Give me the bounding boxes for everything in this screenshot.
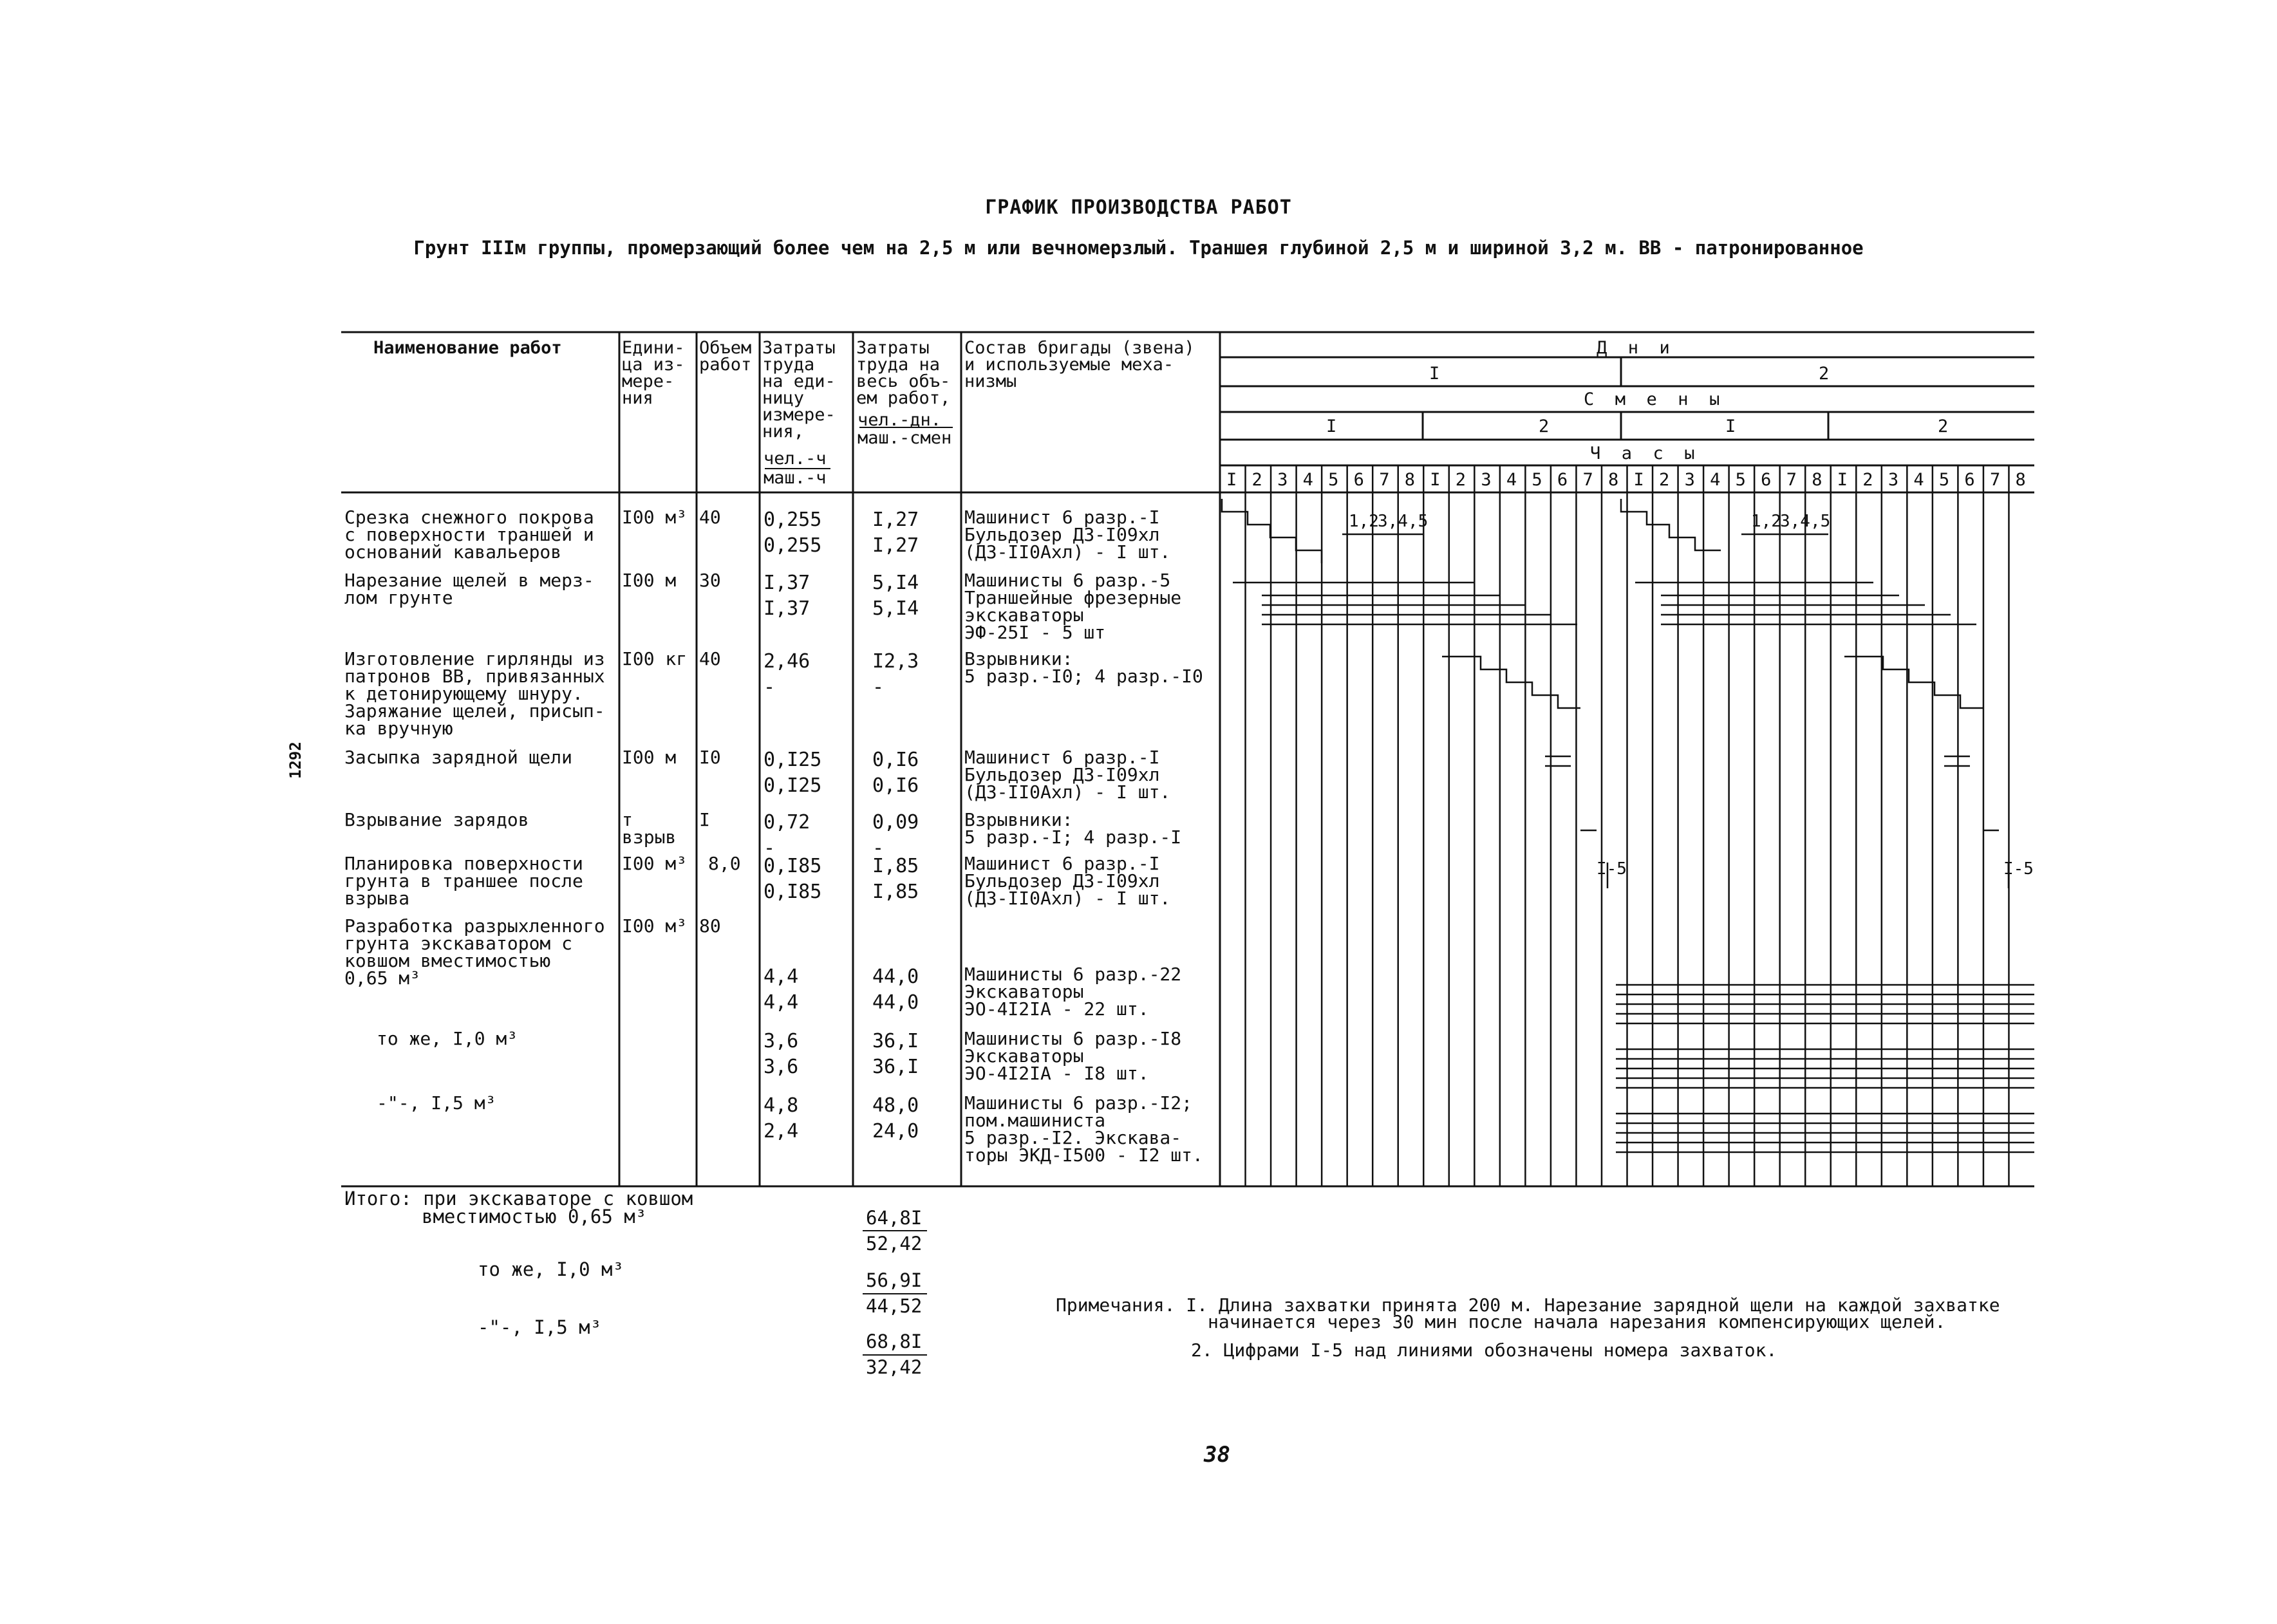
row-labor-total: 44,0 — [872, 966, 919, 988]
row-labor-unit: 4,4 — [764, 991, 799, 1014]
bar-label: 3,4,5 — [1378, 512, 1429, 531]
row-name: Планировка поверхности грунта в траншее после взрыва — [344, 853, 583, 909]
header-shift: 2 — [1938, 416, 1949, 436]
row-labor-unit: - — [764, 837, 776, 859]
row-name: то же, I,0 м³ — [377, 1028, 518, 1049]
row-name: Изготовление гирлянды из патронов ВВ, привязанных к детонирующему шнуру. Заряжание щелей, присып- ка вручную — [344, 648, 605, 739]
hour-label: 8 — [1812, 470, 1823, 490]
row-unit: I00 м — [622, 747, 677, 768]
bar-label: 3,4,5 — [1780, 512, 1831, 531]
hour-label: 7 — [1989, 470, 2001, 490]
hour-label: I — [1837, 470, 1848, 490]
row-labor-unit: 0,255 — [764, 534, 822, 557]
row-labor-total: 48,0 — [872, 1094, 919, 1117]
row-volume: 40 — [699, 648, 721, 669]
header-labor-total-u1: чел.-дн. — [857, 410, 942, 430]
row-labor-unit: 0,I85 — [764, 881, 822, 903]
header-labor-total: Затраты труда на весь объ- ем работ, — [856, 338, 951, 408]
totals-label-2: то же, I,0 м³ — [478, 1258, 624, 1280]
row-labor-unit: I,37 — [764, 597, 811, 620]
hour-label: 3 — [1684, 470, 1695, 490]
totals-value: 68,8I — [866, 1330, 923, 1352]
row-labor-total: 0,I6 — [872, 749, 919, 771]
row-labor-unit: 4,4 — [764, 966, 799, 988]
row-name: Нарезание щелей в мерз- лом грунте — [344, 570, 594, 608]
row-name: Срезка снежного покрова с поверхности траншей и оснований кавальеров — [344, 507, 594, 563]
row-crew: Машинист 6 разр.-I Бульдозер ДЗ-I09хл (ДЗ-II0Aхл) - I шт. — [964, 853, 1171, 909]
row-labor-total: I,27 — [872, 534, 919, 557]
row-volume: 80 — [699, 915, 721, 937]
bar-label: 1,2 — [1751, 512, 1781, 531]
totals-label-1b: вместимостью 0,65 м³ — [422, 1206, 647, 1227]
hour-label: 5 — [1735, 470, 1746, 490]
row-volume: 8,0 — [708, 853, 741, 874]
row-crew: Взрывники: 5 разр.-I0; 4 разр.-I0 — [964, 648, 1203, 687]
header-days: Д н и — [1597, 338, 1670, 358]
row-crew: Машинисты 6 разр.-5 Траншейные фрезерные экскаваторы ЭФ-25I - 5 шт — [964, 570, 1182, 643]
header-day-2: 2 — [1819, 364, 1830, 384]
hour-label: 2 — [1862, 470, 1873, 490]
row-crew: Машинисты 6 разр.-I8 Экскаваторы ЭО-4I2IA - I8 шт. — [964, 1028, 1182, 1084]
bar-label: 1,2 — [1349, 512, 1379, 531]
hour-label: 3 — [1888, 470, 1899, 490]
row-name: Засыпка зарядной щели — [344, 747, 573, 768]
row-unit: I00 м³ — [622, 853, 688, 874]
row-labor-total: 5,I4 — [872, 572, 919, 594]
header-labor-unit-u2: маш.-ч — [764, 468, 827, 488]
hour-label: 6 — [1761, 470, 1772, 490]
header-shifts: С м е н ы — [1584, 389, 1720, 409]
row-labor-unit: 3,6 — [764, 1030, 799, 1052]
hour-label: 7 — [1379, 470, 1390, 490]
hour-label: 5 — [1532, 470, 1542, 490]
row-crew: Машинист 6 разр.-I Бульдозер ДЗ-I09хл (ДЗ-II0Aхл) - I шт. — [964, 507, 1171, 563]
row-labor-unit: 0,I85 — [764, 855, 822, 877]
row-labor-unit: 3,6 — [764, 1056, 799, 1078]
row-labor-total: 0,09 — [872, 811, 919, 834]
row-labor-unit: 2,46 — [764, 650, 811, 673]
hour-label: I — [1430, 470, 1441, 490]
row-labor-total: 5,I4 — [872, 597, 919, 620]
row-labor-unit: - — [764, 676, 776, 698]
note-2: 2. Цифрами I-5 над линиями обозначены номера захваток. — [1191, 1339, 1777, 1361]
hour-label: 6 — [1557, 470, 1568, 490]
side-number: 1292 — [286, 742, 305, 779]
row-volume: 40 — [699, 507, 721, 528]
row-crew: Взрывники: 5 разр.-I; 4 разр.-I — [964, 809, 1182, 848]
hour-label: 2 — [1659, 470, 1670, 490]
header-hours: Ч а с ы — [1590, 443, 1695, 463]
hour-label: 2 — [1251, 470, 1262, 490]
hour-label: 8 — [1404, 470, 1415, 490]
row-unit: I00 кг — [622, 648, 688, 669]
row-labor-unit: 0,72 — [764, 811, 811, 834]
row-labor-total: 36,I — [872, 1056, 919, 1078]
hour-label: I — [1226, 470, 1237, 490]
row-labor-unit: I,37 — [764, 572, 811, 594]
totals-value: 32,42 — [866, 1356, 923, 1378]
row-unit: т взрыв — [622, 809, 677, 848]
hour-label: 7 — [1582, 470, 1593, 490]
row-labor-total: I,85 — [872, 881, 919, 903]
row-unit: I00 м³ — [622, 507, 688, 528]
row-labor-unit: 0,255 — [764, 509, 822, 531]
hour-label: 4 — [1302, 470, 1313, 490]
header-labor-total-u2: маш.-смен — [857, 428, 952, 448]
page-subtitle: Грунт IIIм группы, промерзающий более чем на 2,5 м или вечномерзлый. Траншея глубиной 2,5 м и шириной 3,2 м. ВВ - патронированное — [413, 237, 1864, 259]
header-unit: Едини- ца из- мере- ния — [622, 338, 685, 408]
row-labor-unit: 0,I25 — [764, 749, 822, 771]
page-number: 38 — [1204, 1442, 1230, 1468]
hour-label: 3 — [1481, 470, 1492, 490]
hour-label: 6 — [1353, 470, 1364, 490]
hour-label: I — [1633, 470, 1644, 490]
row-crew: Машинист 6 разр.-I Бульдозер ДЗ-I09хл (ДЗ-II0Aхл) - I шт. — [964, 747, 1171, 803]
bar-label: I-5 — [2003, 859, 2034, 879]
row-labor-total: 0,I6 — [872, 774, 919, 797]
row-name: Взрывание зарядов — [344, 809, 529, 830]
totals-value: 52,42 — [866, 1233, 923, 1255]
row-labor-total: I2,3 — [872, 650, 919, 673]
hour-label: 8 — [2015, 470, 2026, 490]
row-name: -"-, I,5 м³ — [377, 1092, 496, 1114]
row-labor-total: - — [872, 676, 885, 698]
header-crew: Состав бригады (звена) и используемые меха- низмы — [964, 338, 1195, 391]
row-unit: I00 м — [622, 570, 677, 591]
page-title: ГРАФИК ПРОИЗВОДСТВА РАБОТ — [985, 196, 1292, 219]
hour-label: 7 — [1786, 470, 1797, 490]
header-day-1: I — [1429, 364, 1440, 384]
hour-label: 4 — [1710, 470, 1721, 490]
hour-label: 6 — [1964, 470, 1975, 490]
header-volume: Объем работ — [699, 338, 752, 375]
row-labor-total: 36,I — [872, 1030, 919, 1052]
hour-label: 5 — [1938, 470, 1950, 490]
totals-value: 56,9I — [866, 1269, 923, 1291]
header-shift: I — [1725, 416, 1736, 436]
row-volume: I0 — [699, 747, 721, 768]
note-1: Примечания. I. Длина захватки принята 200 м. Нарезание зарядной щели на каждой захватке начинается через 30 мин после начала нарезания компенсирующих щелей. — [1056, 1294, 2000, 1332]
hour-label: 3 — [1277, 470, 1288, 490]
row-labor-total: I,27 — [872, 509, 919, 531]
totals-value: 64,8I — [866, 1207, 923, 1229]
row-labor-unit: 2,4 — [764, 1120, 799, 1143]
header-shift: I — [1326, 416, 1337, 436]
row-crew: Машинисты 6 разр.-I2; пом.машиниста 5 разр.-I2. Экскава- торы ЭКД-I500 - I2 шт. — [964, 1092, 1203, 1166]
row-crew: Машинисты 6 разр.-22 Экскаваторы ЭО-4I2IA - 22 шт. — [964, 964, 1182, 1020]
row-labor-total: 44,0 — [872, 991, 919, 1014]
bar-label: I-5 — [1597, 859, 1627, 879]
hour-label: 4 — [1506, 470, 1517, 490]
row-labor-total: - — [872, 837, 885, 859]
totals-label-3: -"-, I,5 м³ — [478, 1316, 602, 1338]
totals-value: 44,52 — [866, 1295, 923, 1317]
header-labor-unit: Затраты труда на еди- ницу измере- ния, — [762, 338, 836, 442]
row-labor-total: 24,0 — [872, 1120, 919, 1143]
header-labor-unit-u1: чел.-ч — [764, 449, 827, 469]
row-volume: I — [699, 809, 710, 830]
row-unit: I00 м³ — [622, 915, 688, 937]
row-name: Разработка разрыхленного грунта экскаватором с ковшом вместимостью 0,65 м³ — [344, 915, 605, 989]
hour-label: 5 — [1328, 470, 1339, 490]
row-labor-unit: 0,I25 — [764, 774, 822, 797]
row-labor-unit: 4,8 — [764, 1094, 799, 1117]
hour-label: 2 — [1455, 470, 1466, 490]
row-volume: 30 — [699, 570, 721, 591]
header-shift: 2 — [1539, 416, 1550, 436]
hour-label: 8 — [1607, 470, 1619, 490]
header-name: Наименование работ — [373, 338, 562, 358]
row-labor-total: I,85 — [872, 855, 919, 877]
totals-label-1: Итого: при экскаваторе с ковшом — [344, 1188, 693, 1209]
hour-label: 4 — [1913, 470, 1924, 490]
